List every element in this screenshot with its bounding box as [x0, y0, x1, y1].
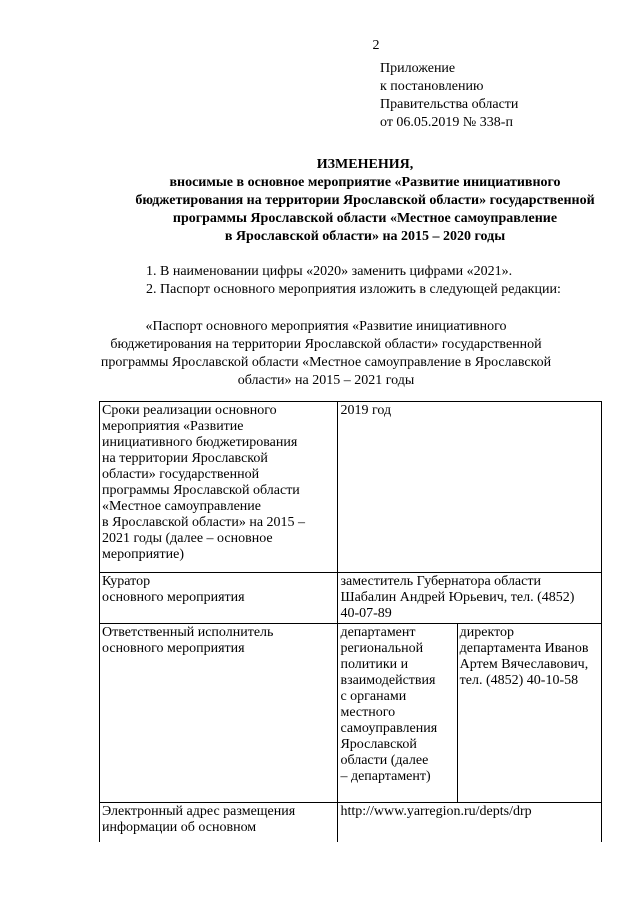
- title-line: бюджетирования на территории Ярославской области» государственной: [135, 193, 595, 208]
- cell-line: – департамент): [340, 769, 431, 784]
- row-value-cell: [457, 624, 601, 803]
- passport-title-line: программы Ярославской области «Местное самоуправление в Ярославской: [100, 355, 552, 370]
- cell-line: тел. (4852) 40-10-58: [459, 673, 579, 688]
- passport-table: [99, 401, 602, 842]
- cell-line: области (далее: [340, 753, 429, 768]
- cell-line: Электронный адрес размещения: [102, 804, 296, 819]
- cell-line: самоуправления: [340, 721, 438, 736]
- cell-line: региональной: [340, 641, 424, 656]
- cell-line: инициативного бюджетирования: [102, 435, 298, 450]
- passport-title-line: «Паспорт основного мероприятия «Развитие инициативного: [145, 319, 507, 334]
- cell-line: мероприятие): [102, 547, 184, 562]
- change-item-1: 1. В наименовании цифры «2020» заменить цифрами «2021».: [146, 264, 513, 279]
- cell-line: Куратор: [102, 574, 151, 589]
- cell-line: «Местное самоуправление: [102, 499, 261, 514]
- title-line: в Ярославской области» на 2015 – 2020 годы: [224, 229, 506, 244]
- cell-line: информации об основном: [102, 820, 257, 835]
- table-row: [100, 624, 602, 803]
- appendix-line: от 06.05.2019 № 338-п: [380, 115, 513, 130]
- appendix-line: к постановлению: [380, 79, 484, 94]
- title-line: вносимые в основное мероприятие «Развитие инициативного: [169, 175, 561, 190]
- cell-line: основного мероприятия: [102, 641, 245, 656]
- website-link[interactable]: http://www.yarregion.ru/depts/drp: [340, 804, 532, 819]
- cell-line: 40-07-89: [340, 606, 392, 621]
- table-row: [100, 803, 602, 843]
- title-line: программы Ярославской области «Местное самоуправление: [172, 211, 558, 226]
- cell-line: Сроки реализации основного: [102, 403, 277, 418]
- cell-line: 2019 год: [340, 403, 392, 418]
- row-value-cell: [338, 803, 602, 843]
- cell-line: политики и: [340, 657, 409, 672]
- appendix-line: Приложение: [380, 61, 456, 76]
- cell-line: директор: [459, 625, 515, 640]
- row-label-cell: [100, 402, 338, 573]
- row-label-cell: [100, 624, 338, 803]
- cell-line: Шабалин Андрей Юрьевич, тел. (4852): [340, 590, 575, 605]
- cell-line: мероприятия «Развитие: [102, 419, 244, 434]
- change-item-2: 2. Паспорт основного мероприятия изложить в следующей редакции:: [146, 282, 561, 297]
- passport-title-line: области» на 2015 – 2021 годы: [237, 373, 415, 388]
- row-value-cell: [338, 573, 602, 624]
- cell-line: департамент: [340, 625, 416, 640]
- cell-line: Ярославской: [340, 737, 417, 752]
- cell-line: в Ярославской области» на 2015 –: [102, 515, 306, 530]
- row-label-cell: [100, 573, 338, 624]
- page-number: 2: [372, 38, 380, 53]
- cell-line: программы Ярославской области: [102, 483, 300, 498]
- cell-line: местного: [340, 705, 396, 720]
- cell-line: заместитель Губернатора области: [340, 574, 541, 589]
- row-value-cell: [338, 402, 602, 573]
- cell-line: основного мероприятия: [102, 590, 245, 605]
- cell-line: с органами: [340, 689, 407, 704]
- cell-line: департамента Иванов: [459, 641, 589, 656]
- cell-line: 2021 годы (далее – основное: [102, 531, 273, 546]
- table-row: [100, 573, 602, 624]
- cell-line: Ответственный исполнитель: [102, 625, 274, 640]
- cell-line: взаимодействия: [340, 673, 436, 688]
- table-row: [100, 402, 602, 573]
- cell-line: Артем Вячеславович,: [459, 657, 589, 672]
- appendix-line: Правительства области: [380, 97, 519, 112]
- title-line: ИЗМЕНЕНИЯ,: [316, 157, 414, 172]
- cell-line: на территории Ярославской: [102, 451, 268, 466]
- row-label-cell: [100, 803, 338, 843]
- cell-line: области» государственной: [102, 467, 260, 482]
- row-value-cell: [338, 624, 457, 803]
- passport-title-line: бюджетирования на территории Ярославской области» государственной: [110, 337, 542, 352]
